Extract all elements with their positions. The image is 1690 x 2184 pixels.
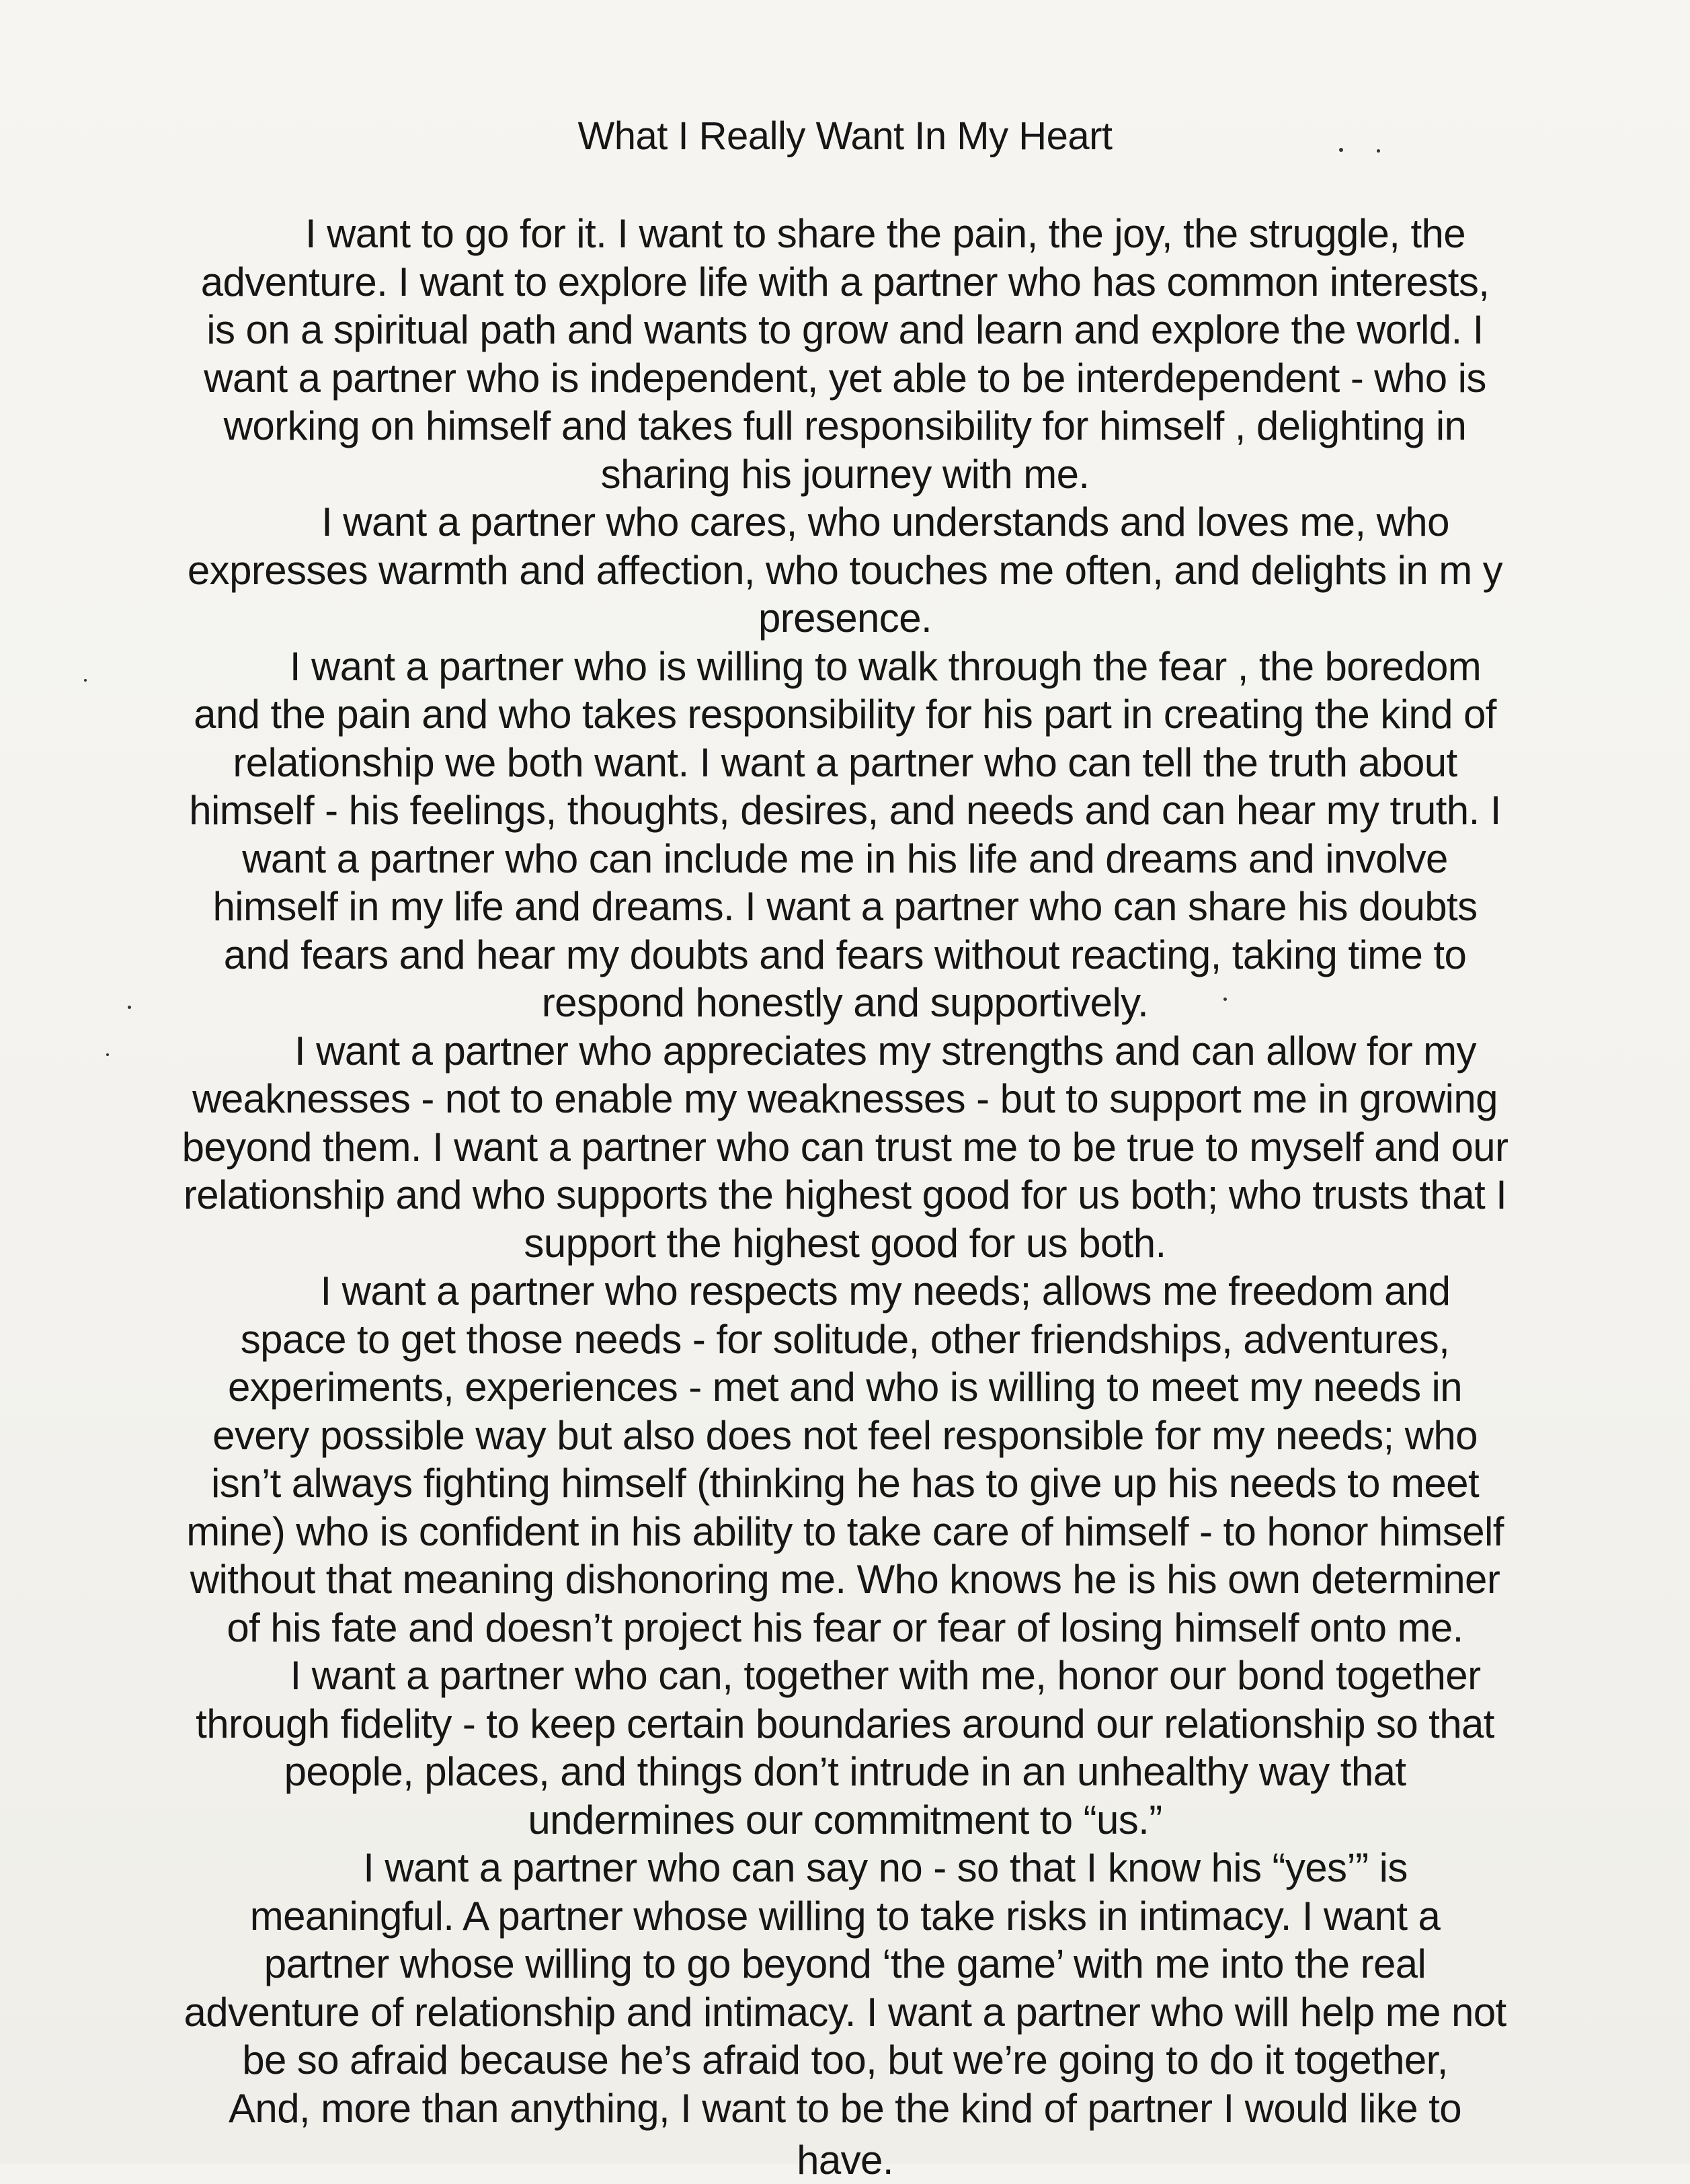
text-line: without that meaning dishonoring me. Who knows he is his own determiner [190,1557,1500,1602]
text-line: experiments, experiences - met and who is willing to meet my needs in [227,1365,1463,1410]
text-line: sharing his journey with me. [600,451,1090,497]
text-line: is on a spiritual path and wants to grow and learn and explore the world. I [206,307,1484,352]
text-line: I want a partner who respects my needs; allows me freedom and [320,1268,1451,1313]
text-line: I want a partner who can say no - so that I know his “yes’” is [363,1845,1408,1890]
text-line: be so afraid because he’s afraid too, but we’re going to do it together, [242,2037,1448,2082]
text-line: relationship and who supports the highest good for us both; who trusts that I [183,1172,1507,1217]
paper-speck [1377,149,1380,153]
text-line: meaningful. A partner whose willing to take risks in intimacy. I want a [249,1893,1441,1939]
text-line: I want to go for it. I want to share the pain, the joy, the struggle, the [305,211,1466,256]
text-line: adventure. I want to explore life with a partner who has common interests, [200,259,1490,305]
text-line: relationship we both want. I want a partner who can tell the truth about [233,739,1457,785]
paper-speck [128,1006,131,1009]
text-line: partner whose willing to go beyond ‘the game’ with me into the real [264,1941,1426,1986]
text-line: presence. [758,596,932,641]
text-line: want a partner who is independent, yet able to be interdependent - who is [204,355,1486,401]
paper-speck [106,1053,109,1056]
paper-speck [84,679,87,682]
text-line: beyond them. I want a partner who can trust me to be true to myself and our [182,1124,1508,1170]
text-line: expresses warmth and affection, who touches me often, and delights in m y [187,547,1503,593]
text-line: weaknesses - not to enable my weaknesses - but to support me in growing [192,1076,1498,1121]
text-line: I want a partner who can, together with me, honor our bond together [290,1653,1481,1698]
text-line: every possible way but also does not feel responsible for my needs; who [212,1412,1478,1458]
paper-speck [1223,998,1227,1001]
text-line: space to get those needs - for solitude, other friendships, adventures, [240,1316,1450,1362]
text-line: respond honestly and supportively. [541,980,1149,1025]
text-line: himself in my life and dreams. I want a partner who can share his doubts [212,884,1478,929]
text-line: I want a partner who cares, who understands and loves me, who [321,499,1449,544]
text-line: working on himself and takes full responsibility for himself , delighting in [223,403,1467,448]
text-line: people, places, and things don’t intrude in an unhealthy way that [284,1749,1406,1794]
text-line: and fears and hear my doubts and fears without reacting, taking time to [223,932,1467,977]
text-line: of his fate and doesn’t project his fear or fear of losing himself onto me. [227,1605,1463,1650]
document-title: What I Really Want In My Heart [577,114,1113,158]
text-line: And, more than anything, I want to be the kind of partner I would like to [229,2085,1461,2131]
text-line: mine) who is confident in his ability to take care of himself - to honor himself [186,1508,1504,1554]
text-line: adventure of relationship and intimacy. I want a partner who will help me not [184,1989,1506,2035]
text-line: himself - his feelings, thoughts, desires, and needs and can hear my truth. I [189,788,1501,833]
text-line: and the pain and who takes responsibility for his part in creating the kind of [194,692,1496,737]
paper-speck [1339,148,1343,152]
text-line: want a partner who can include me in his life and dreams and involve [242,836,1448,881]
cutoff-last-line: have. [797,2138,893,2183]
text-line: isn’t always fighting himself (thinking he has to give up his needs to meet [210,1461,1480,1506]
text-line: I want a partner who appreciates my strengths and can allow for my [294,1028,1476,1074]
text-line: undermines our commitment to “us.” [528,1797,1162,1843]
text-line: support the highest good for us both. [524,1220,1166,1266]
text-line: I want a partner who is willing to walk through the fear , the boredom [289,643,1482,689]
text-line: through fidelity - to keep certain boundaries around our relationship so that [196,1701,1494,1746]
document-body [67,210,1623,2132]
